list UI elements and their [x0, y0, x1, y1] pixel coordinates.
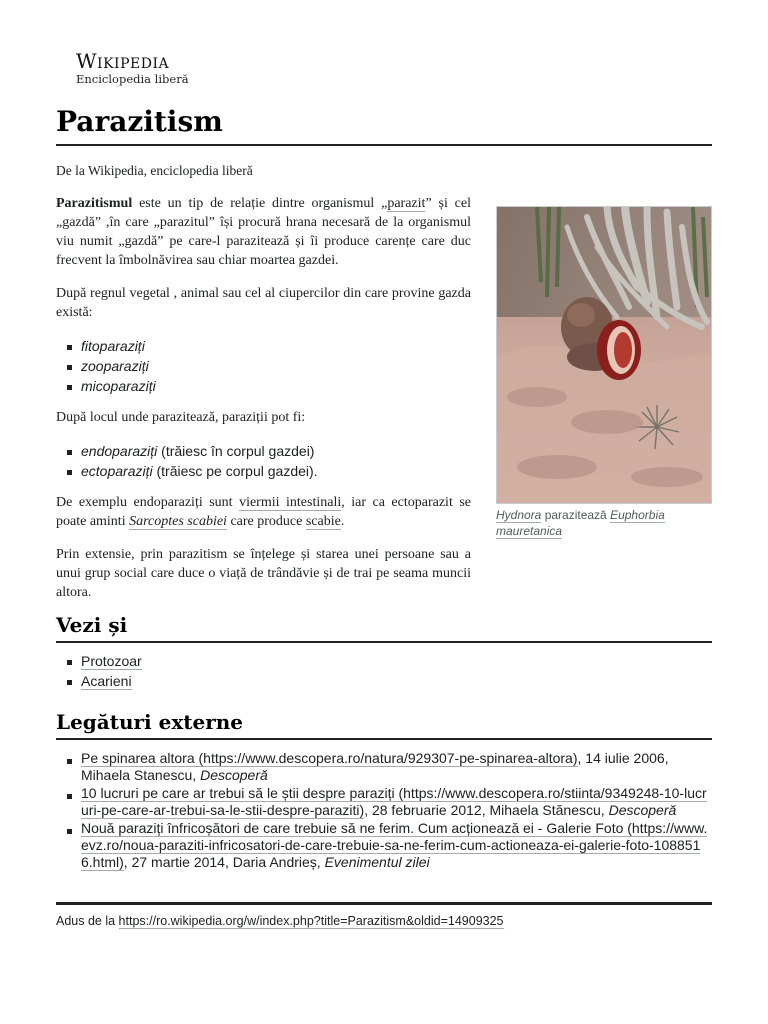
- list-item-term: fitoparaziți: [81, 338, 145, 354]
- example-text-1: De exemplu endoparaziți sunt: [56, 495, 240, 510]
- external-link-meta: , 28 februarie 2012, Mihaela Stănescu,: [364, 802, 609, 818]
- footer-prefix: Adus de la: [56, 914, 119, 928]
- intro-bold-term: Parazitismul: [56, 196, 133, 211]
- link-protozoar[interactable]: Protozoar: [81, 653, 142, 669]
- paragraph-example: [56, 493, 471, 531]
- list-item-term: ectoparaziți: [81, 463, 153, 479]
- paragraph-extension: Prin extensie, prin parazitism se înțelege și starea unei persoane sau a unui grup social care duce o viață de trândăvie și de trai pe seama muncii altora.: [56, 547, 471, 600]
- link-viermii-intestinali[interactable]: viermii intestinali: [239, 495, 342, 510]
- external-link-source: Descoperă: [608, 802, 677, 818]
- see-also-section: [56, 651, 712, 703]
- list-item: [81, 750, 712, 784]
- list-item-term: endoparaziți: [81, 443, 158, 459]
- list-item: [81, 336, 471, 356]
- wikipedia-logo[interactable]: [76, 50, 196, 86]
- page-title: Parazitism: [56, 103, 712, 146]
- external-link[interactable]: 10 lucruri pe care ar trebui să le știi despre paraziți (https://www.descopera.ro/stiinta/9349248-10-lucruri-pe-care-ar-trebui-sa-le-stii-despre-paraziti): [81, 785, 707, 818]
- link-acarieni[interactable]: Acarieni: [81, 673, 132, 689]
- list-item: [81, 671, 712, 691]
- external-links-list: [56, 750, 712, 871]
- footer-permalink[interactable]: https://ro.wikipedia.org/w/index.php?title=Parazitism&oldid=14909325: [118, 914, 504, 928]
- list-item: [81, 785, 712, 819]
- figure: [496, 206, 712, 539]
- list-item-desc: (trăiesc pe corpul gazdei).: [152, 463, 318, 479]
- external-link-meta: , 14 iulie 2006, Mihaela Stanescu,: [81, 750, 669, 783]
- external-link-meta: , 27 martie 2014, Daria Andrieș,: [123, 854, 325, 870]
- logo-tagline: Enciclopedia liberă: [76, 72, 189, 86]
- list-item: [81, 820, 712, 871]
- example-text-4: .: [340, 514, 345, 529]
- intro-paragraph: [56, 194, 471, 270]
- see-also-list: [56, 651, 712, 691]
- page-subtitle: De la Wikipedia, enciclopedia liberă: [56, 163, 253, 178]
- footer-divider: [56, 902, 712, 905]
- link-parazit[interactable]: parazit: [387, 196, 426, 211]
- figure-caption: [496, 507, 712, 539]
- external-link-source: Evenimentul zilei: [324, 854, 430, 870]
- hydnora-photo[interactable]: [496, 206, 712, 504]
- external-link[interactable]: Nouă paraziți înfricoșători de care trebuie să ne ferim. Cum acționează ei - Galerie Foto (https://www.evz.ro/noua-paraziti-infricosatori-de-care-trebuie-sa-ne-ferim-cum-actioneaza-ei-galerie-foto-1088516.html): [81, 820, 708, 870]
- paragraph-regn: După regnul vegetal , animal sau cel al ciupercilor din care provine gazda există:: [56, 286, 471, 320]
- list-item: [81, 651, 712, 671]
- list-host-types: [56, 336, 471, 396]
- list-item: [81, 461, 471, 481]
- link-hydnora[interactable]: Hydnora: [496, 508, 542, 522]
- intro-text-1: este un tip de relație dintre organismul „: [132, 196, 388, 211]
- external-links-section: [56, 750, 712, 883]
- link-sarcoptes-scabiei[interactable]: Sarcoptes scabiei: [129, 514, 227, 529]
- heading-see-also: Vezi și: [56, 612, 712, 643]
- footer: [56, 914, 504, 928]
- logo-name: Wikipedia: [76, 49, 170, 73]
- list-item-desc: (trăiesc în corpul gazdei): [157, 443, 315, 459]
- example-text-2: , iar ca ectoparazit se poate aminti: [56, 495, 471, 529]
- list-item-term: micoparaziți: [81, 378, 156, 394]
- link-scabie[interactable]: scabie: [305, 514, 341, 529]
- heading-external-links: Legături externe: [56, 709, 712, 740]
- link-euphorbia-mauretanica[interactable]: Euphorbia mauretanica: [496, 508, 665, 538]
- article-body: [56, 194, 471, 616]
- example-text-3: care produce: [226, 514, 306, 529]
- intro-text-2: ” și cel „gazdă” ,în care „parazitul” își procură hrana necesară de la organismul viu numit „gazdă” pe care-l parazitează și îi produce carențe care duc frecvent la îmbolnăvirea sau chiar moartea gazdei.: [56, 196, 472, 268]
- list-item-term: zooparaziți: [81, 358, 149, 374]
- external-link[interactable]: Pe spinarea altora (https://www.descopera.ro/natura/929307-pe-spinarea-altora): [81, 750, 578, 766]
- caption-text: parazitează: [541, 508, 611, 522]
- list-location-types: [56, 441, 471, 481]
- paragraph-loc: După locul unde parazitează, paraziții pot fi:: [56, 410, 306, 425]
- list-item: [81, 356, 471, 376]
- list-item: [81, 441, 471, 461]
- list-item: [81, 376, 471, 396]
- external-link-source: Descoperă: [200, 767, 268, 783]
